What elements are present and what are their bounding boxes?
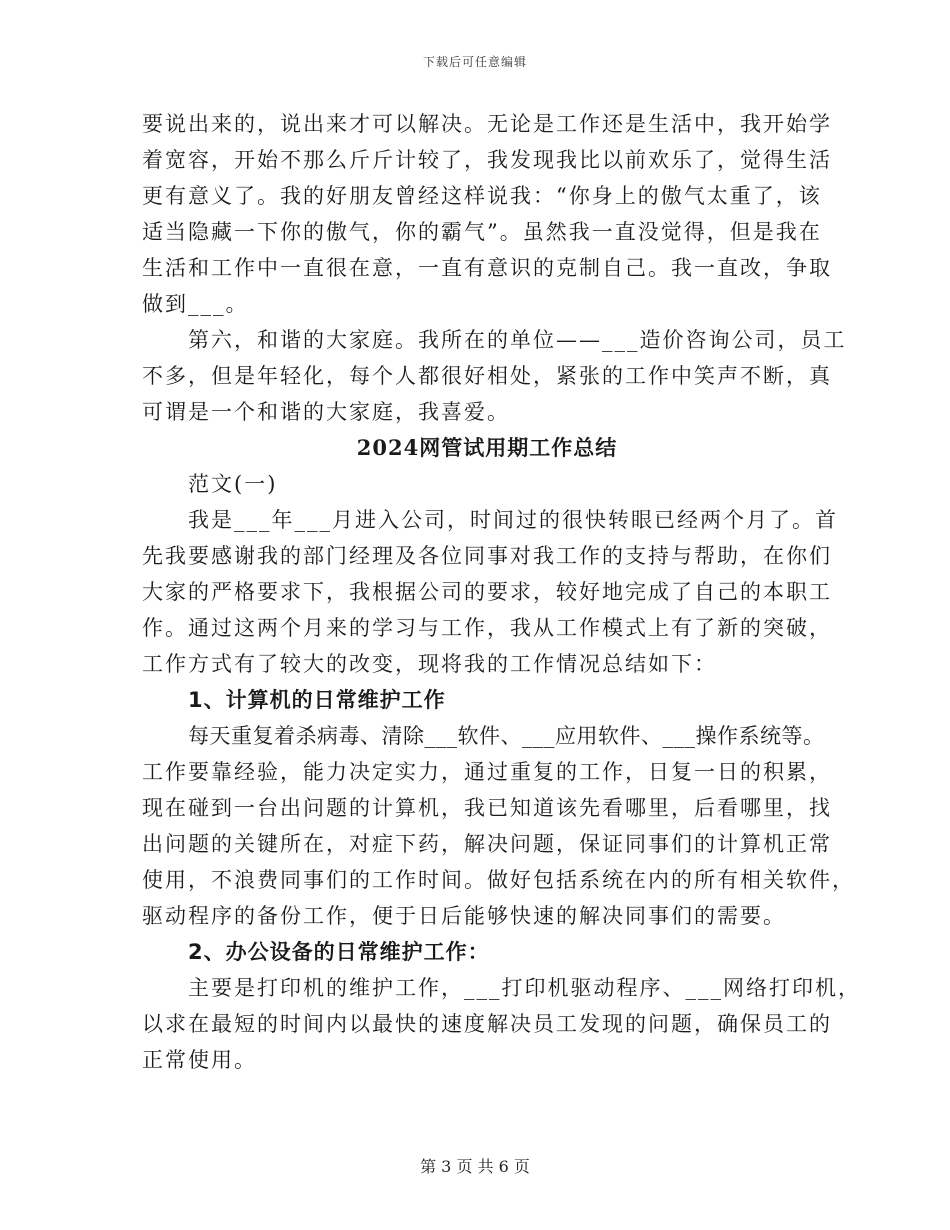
paragraph-line: 生活和工作中一直很在意，一直有意识的克制自己。我一直改，争取 [142, 256, 832, 280]
section-heading: 1、计算机的日常维护工作 [188, 688, 446, 712]
paragraph-line: 工作要靠经验，能力决定实力，通过重复的工作，日复一日的积累， [142, 760, 832, 784]
paragraph-line: 第六，和谐的大家庭。我所在的单位——___造价咨询公司，员工 [188, 328, 847, 352]
paragraph-line: 着宽容，开始不那么斤斤计较了，我发现我比以前欢乐了，觉得生活 [142, 148, 832, 172]
paragraph-line: 驱动程序的备份工作，便于日后能够快速的解决同事们的需要。 [142, 904, 786, 928]
paragraph-line: 更有意义了。我的好朋友曾经这样说我：“你身上的傲气太重了，该 [142, 184, 822, 208]
page-header: 下载后可任意编辑 [422, 55, 527, 69]
paragraph-line: 我是___年___月进入公司，时间过的很快转眼已经两个月了。首 [188, 508, 838, 532]
paragraph-line: 现在碰到一台出问题的计算机，我已知道该先看哪里，后看哪里，找 [142, 796, 832, 820]
section-title: 2024网管试用期工作总结 [356, 435, 618, 460]
paragraph-line: 先我要感谢我的部门经理及各位同事对我工作的支持与帮助，在你们 [142, 544, 832, 568]
paragraph-line: 适当隐藏一下你的傲气，你的霸气”。虽然我一直没觉得，但是我在 [142, 220, 822, 244]
paragraph-line: 要说出来的，说出来才可以解决。无论是工作还是生活中，我开始学 [142, 112, 832, 136]
paragraph-line: 主要是打印机的维护工作，___打印机驱动程序、___网络打印机， [188, 976, 861, 1000]
subtitle-line: 范文(一) [188, 472, 278, 496]
section-heading: 2、办公设备的日常维护工作： [188, 940, 490, 964]
document-body [142, 106, 861, 1078]
paragraph-line: 工作方式有了较大的改变，现将我的工作情况总结如下： [142, 652, 717, 676]
paragraph-line: 可谓是一个和谐的大家庭，我喜爱。 [142, 400, 510, 424]
paragraph-line: 做到___。 [142, 292, 249, 316]
paragraph-line: 使用，不浪费同事们的工作时间。做好包括系统在内的所有相关软件， [142, 868, 855, 892]
paragraph-line: 以求在最短的时间内以最快的速度解决员工发现的问题，确保员工的 [142, 1012, 832, 1036]
paragraph-line: 每天重复着杀病毒、清除___软件、___应用软件、___操作系统等。 [188, 724, 825, 748]
paragraph-line: 不多，但是年轻化，每个人都很好相处，紧张的工作中笑声不断，真 [142, 364, 832, 388]
page-footer: 第 3 页 共 6 页 [420, 1157, 530, 1176]
paragraph-line: 出问题的关键所在，对症下药，解决问题，保证同事们的计算机正常 [142, 832, 832, 856]
paragraph-line: 大家的严格要求下，我根据公司的要求，较好地完成了自己的本职工 [142, 580, 832, 604]
paragraph-line: 正常使用。 [142, 1048, 257, 1072]
paragraph-line: 作。通过这两个月来的学习与工作，我从工作模式上有了新的突破， [142, 616, 832, 640]
